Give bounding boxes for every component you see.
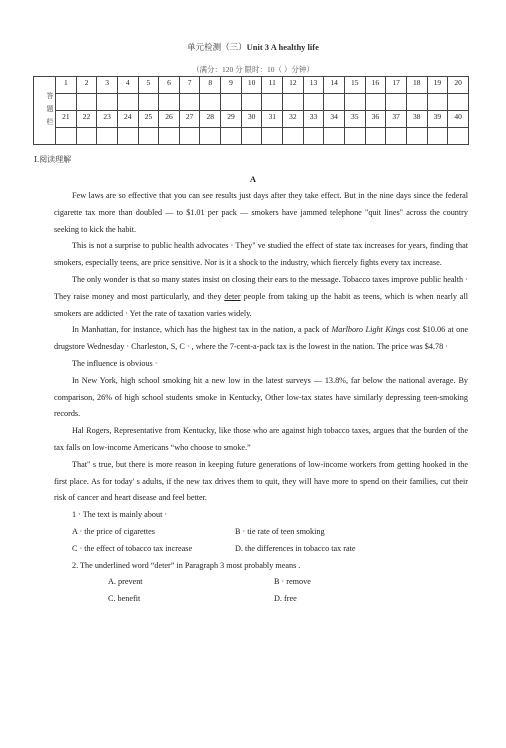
answer-cell[interactable] xyxy=(138,94,159,111)
q1-option-b[interactable]: B · tie rate of teen smoking xyxy=(235,526,325,536)
answer-cell[interactable] xyxy=(406,128,427,145)
answer-grid-number: 29 xyxy=(221,111,242,128)
answer-grid-number-row xyxy=(34,77,469,94)
answer-grid-number: 18 xyxy=(406,77,427,94)
paragraph-3-text-a: The only wonder is that so many states insist on closing their ears to the message. Tobacco taxes improve public health · They raise money and most particularly, and they xyxy=(54,274,468,301)
answer-cell[interactable] xyxy=(159,128,180,145)
title-english: Unit 3 A healthy life xyxy=(246,42,319,52)
answer-grid-number: 28 xyxy=(200,111,221,128)
answer-grid-number: 4 xyxy=(117,77,138,94)
q2-option-d[interactable]: D. free xyxy=(274,594,297,604)
answer-grid-number: 37 xyxy=(386,111,407,128)
answer-cell[interactable] xyxy=(344,94,365,111)
answer-grid-number: 33 xyxy=(303,111,324,128)
score-time-line: （满分：120 分 限时：10（ ）分钟） xyxy=(192,65,314,74)
answer-cell[interactable] xyxy=(241,94,262,111)
answer-cell[interactable] xyxy=(448,128,469,145)
answer-cell[interactable] xyxy=(324,128,345,145)
answer-cell[interactable] xyxy=(56,128,77,145)
answer-grid-blank-row xyxy=(34,128,469,145)
q2-option-a[interactable]: A. prevent xyxy=(108,577,143,587)
q1-option-a[interactable]: A · the price of cigarettes xyxy=(72,526,155,536)
answer-cell[interactable] xyxy=(200,94,221,111)
worksheet-title xyxy=(0,41,506,53)
answer-grid-number: 2 xyxy=(76,77,97,94)
question-1-options-row xyxy=(72,541,468,558)
paragraph-4 xyxy=(54,322,468,356)
answer-cell[interactable] xyxy=(76,94,97,111)
answer-grid-number: 15 xyxy=(344,77,365,94)
answer-grid-number: 7 xyxy=(179,77,200,94)
q1-option-d[interactable]: D. the differences in tobacco tax rate xyxy=(235,543,356,553)
answer-cell[interactable] xyxy=(427,94,448,111)
answer-grid-number: 11 xyxy=(262,77,283,94)
answer-grid-number: 31 xyxy=(262,111,283,128)
answer-grid-number: 23 xyxy=(97,111,118,128)
answer-cell[interactable] xyxy=(97,128,118,145)
answer-cell[interactable] xyxy=(386,128,407,145)
paragraph-6: In New York, high school smoking hit a new low in the latest surveys — 13.8%, far below the national average. By comparison, 26% of high school students smoke in Kentucky, Other low-tax states have similarly depressing teen-smoking records. xyxy=(54,375,468,419)
answer-cell[interactable] xyxy=(76,128,97,145)
answer-cell[interactable] xyxy=(221,94,242,111)
question-1-options-row xyxy=(72,524,468,541)
answer-grid-number: 8 xyxy=(200,77,221,94)
answer-cell[interactable] xyxy=(117,94,138,111)
answer-cell[interactable] xyxy=(283,128,304,145)
answer-cell[interactable] xyxy=(262,128,283,145)
answer-grid-number: 16 xyxy=(365,77,386,94)
answer-grid-number: 9 xyxy=(221,77,242,94)
answer-grid-number: 21 xyxy=(56,111,77,128)
section-heading: Ⅰ.阅读理解 xyxy=(34,155,72,164)
answer-grid-number: 40 xyxy=(448,111,469,128)
answer-grid-number: 39 xyxy=(427,111,448,128)
paragraph-8: That" s true, but there is more reason in keeping future generations of low-income workers from getting hooked in the first place. As for today' s adults, if the new tax drives them to quit, they will have more to spend on their families, cut their risk of cancer and heart disease and feel better. xyxy=(54,459,468,503)
answer-grid-number: 27 xyxy=(179,111,200,128)
answer-cell[interactable] xyxy=(283,94,304,111)
answer-cell[interactable] xyxy=(427,128,448,145)
answer-grid-number: 12 xyxy=(283,77,304,94)
answer-grid-number: 22 xyxy=(76,111,97,128)
answer-grid-number: 13 xyxy=(303,77,324,94)
answer-cell[interactable] xyxy=(179,94,200,111)
answer-cell[interactable] xyxy=(303,94,324,111)
question-1: 1 · The text is mainly about · xyxy=(72,510,168,520)
answer-grid-side-label: 答题栏 xyxy=(34,77,56,145)
answer-cell[interactable] xyxy=(365,128,386,145)
question-2-options-row xyxy=(108,591,468,608)
paragraph-4-text-a: In Manhattan, for instance, which has the highest tax in the nation, a pack of xyxy=(72,325,332,335)
question-2: 2. The underlined word “deter” in Paragraph 3 most probably means . xyxy=(72,560,301,570)
paragraph-4-text-b: cost $10.06 at one drugstore Wednesday · Charleston, S, C · , where the 7-cent-a-pack tax is the lowest in the nation. The price was $4.78 · xyxy=(54,325,468,352)
answer-grid-number: 35 xyxy=(344,111,365,128)
q2-option-b[interactable]: B · remove xyxy=(274,577,311,587)
paragraph-2: This is not a surprise to public health advocates · They" ve studied the effect of state tax increases for years, finding that smokers, especially teens, are price sensitive. Nor is it a shock to the industry, which fiercely fights every tax increase. xyxy=(54,241,468,268)
answer-grid-number: 3 xyxy=(97,77,118,94)
paragraph-3-text-b: people from taking up the habit as teens, which is when nearly all smokers are addicted · Yet the rate of taxation varies widely. xyxy=(54,291,468,318)
underlined-word: deter xyxy=(224,291,241,301)
question-2-options-row xyxy=(108,574,468,591)
answer-grid-number: 10 xyxy=(241,77,262,94)
passage-body xyxy=(54,188,468,608)
answer-grid-number: 1 xyxy=(56,77,77,94)
answer-grid-number: 5 xyxy=(138,77,159,94)
paragraph-1: Few laws are so effective that you can see results just days after they take effect. But in the nine days since the federal cigarette tax more than doubled — to $1.01 per pack — smokers have jammed telephone "quit lines" across the country seeking to kick the habit. xyxy=(54,191,468,234)
answer-cell[interactable] xyxy=(97,94,118,111)
q2-option-c[interactable]: C. benefit xyxy=(108,594,141,604)
answer-grid-number: 34 xyxy=(324,111,345,128)
answer-grid xyxy=(33,76,469,145)
title-chinese: 单元检测（三） xyxy=(187,42,247,52)
answer-cell[interactable] xyxy=(117,128,138,145)
brand-name: Marlboro Light Kings xyxy=(331,325,405,335)
paragraph-7: Hal Rogers, Representative from Kentucky, like those who are against high tobacco taxes, argues that the burden of the tax falls on low-income Americans “who choose to smoke.” xyxy=(54,426,468,452)
answer-cell[interactable] xyxy=(221,128,242,145)
answer-grid-number: 38 xyxy=(406,111,427,128)
answer-cell[interactable] xyxy=(138,128,159,145)
paragraph-5: The influence is obvious · xyxy=(72,358,158,368)
answer-grid-number: 14 xyxy=(324,77,345,94)
answer-grid-number: 32 xyxy=(283,111,304,128)
answer-cell[interactable] xyxy=(448,94,469,111)
answer-grid-number: 20 xyxy=(448,77,469,94)
answer-grid-number: 36 xyxy=(365,111,386,128)
answer-cell[interactable] xyxy=(386,94,407,111)
answer-grid-number: 17 xyxy=(386,77,407,94)
answer-cell[interactable] xyxy=(241,128,262,145)
answer-cell[interactable] xyxy=(262,94,283,111)
answer-grid-number: 26 xyxy=(159,111,180,128)
answer-cell[interactable] xyxy=(324,94,345,111)
answer-grid-number-row xyxy=(34,111,469,128)
answer-grid-number: 24 xyxy=(117,111,138,128)
answer-cell[interactable] xyxy=(179,128,200,145)
answer-cell[interactable] xyxy=(159,94,180,111)
answer-grid-blank-row xyxy=(34,94,469,111)
answer-cell[interactable] xyxy=(344,128,365,145)
passage-letter: A xyxy=(249,174,257,184)
answer-grid-number: 6 xyxy=(159,77,180,94)
answer-cell[interactable] xyxy=(365,94,386,111)
answer-grid-number: 19 xyxy=(427,77,448,94)
paragraph-3 xyxy=(54,272,468,322)
answer-cell[interactable] xyxy=(56,94,77,111)
q1-option-c[interactable]: C · the effect of tobacco tax increase xyxy=(72,543,193,553)
answer-cell[interactable] xyxy=(406,94,427,111)
answer-grid-number: 25 xyxy=(138,111,159,128)
answer-cell[interactable] xyxy=(303,128,324,145)
answer-grid-number: 30 xyxy=(241,111,262,128)
answer-cell[interactable] xyxy=(200,128,221,145)
